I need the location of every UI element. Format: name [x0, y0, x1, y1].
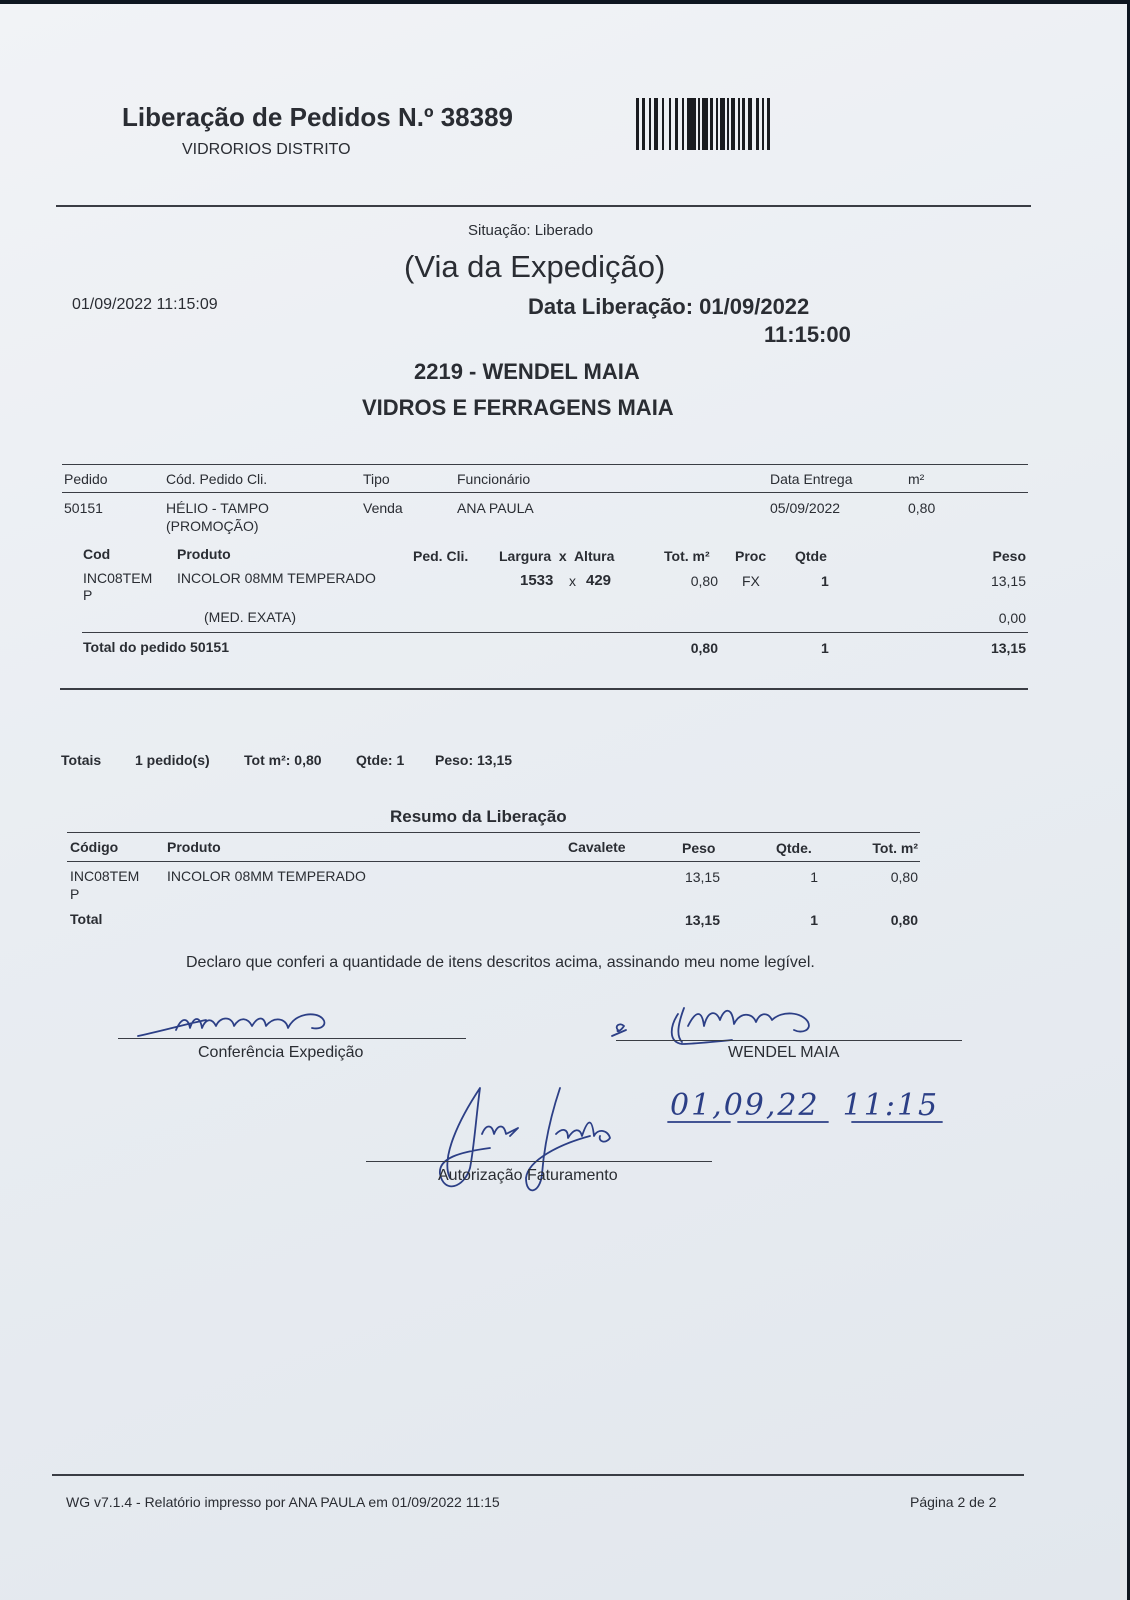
totals-qtde: Qtde: 1 [356, 752, 405, 768]
item-note-weight: 0,00 [998, 610, 1026, 626]
item-header-cod: Cod [83, 546, 111, 562]
item-width: 1533 [520, 572, 554, 589]
item-proc: FX [742, 573, 760, 589]
barcode [636, 98, 808, 150]
order-number: 50151 [64, 500, 103, 516]
header-data-entrega: Data Entrega [770, 471, 853, 487]
client-signature-line [616, 1040, 962, 1041]
summary-total-m2: 0,80 [890, 912, 918, 928]
summary-top-line [67, 832, 920, 833]
summary-header-cavalete: Cavalete [568, 839, 626, 855]
autorizacao-label: Autorização Faturamento [438, 1167, 618, 1184]
summary-total-weight: 13,15 [684, 912, 720, 928]
header-tipo: Tipo [363, 471, 390, 487]
totals-label: Totais [61, 752, 102, 768]
item-header-peso: Peso [992, 548, 1026, 564]
summary-header-produto: Produto [167, 839, 221, 855]
summary-code-2: P [70, 886, 80, 902]
footer-printed-by: WG v7.1.4 - Relatório impresso por ANA PAULA em 01/09/2022 11:15 [66, 1494, 500, 1510]
table-header-line [62, 492, 1028, 493]
via-title: (Via da Expedição) [404, 249, 666, 284]
summary-header-codigo: Código [70, 839, 119, 855]
item-note: (MED. EXATA) [204, 609, 297, 625]
summary-header-line [67, 861, 920, 862]
summary-qtde: 1 [810, 869, 818, 885]
conferencia-label: Conferência Expedição [198, 1044, 364, 1061]
item-weight: 13,15 [990, 573, 1026, 589]
totals-orders: 1 pedido(s) [135, 752, 210, 768]
release-date: Data Liberação: 01/09/2022 [528, 294, 810, 319]
item-qtde: 1 [821, 573, 829, 589]
totals-m2: Tot m²: 0,80 [244, 752, 322, 768]
item-x-separator: x [569, 573, 576, 589]
summary-product: INCOLOR 08MM TEMPERADO [167, 868, 366, 884]
item-height: 429 [586, 572, 612, 589]
declaration-text: Declaro que conferi a quantidade de itens descritos acima, assinando meu nome legível. [186, 954, 815, 971]
table-bottom-line [60, 688, 1028, 690]
release-time: 11:15:00 [764, 322, 851, 347]
order-employee: ANA PAULA [457, 500, 534, 516]
totals-weight: Peso: 13,15 [435, 752, 513, 768]
divider-header [56, 205, 1031, 207]
summary-title: Resumo da Liberação [390, 807, 567, 826]
order-total-qtde: 1 [821, 640, 829, 656]
document-page [0, 4, 1127, 1600]
client-signature-label: WENDEL MAIA [728, 1044, 840, 1061]
order-total-m2: 0,80 [690, 640, 718, 656]
item-header-qtde: Qtde [795, 548, 827, 564]
item-header-largura-altura: Largura x Altura [499, 548, 615, 564]
order-m2: 0,80 [908, 500, 936, 516]
item-header-tot-m2: Tot. m² [664, 548, 710, 564]
order-total-label: Total do pedido 50151 [83, 639, 229, 655]
item-header-produto: Produto [177, 546, 231, 562]
conferencia-signature [136, 1006, 356, 1046]
handwritten-date: 01,09,22 11:15 [670, 1088, 940, 1123]
order-type: Venda [363, 500, 403, 516]
item-code: INC08TEM [83, 570, 153, 586]
header-cod-pedido-cli: Cód. Pedido Cli. [166, 471, 268, 487]
item-product: INCOLOR 08MM TEMPERADO [177, 570, 376, 586]
company-name: VIDRORIOS DISTRITO [182, 141, 351, 158]
order-total-line [82, 632, 1028, 633]
client-code-name: 2219 - WENDEL MAIA [414, 359, 640, 384]
summary-header-peso: Peso [682, 840, 716, 856]
header-m2: m² [908, 471, 925, 487]
summary-total-label: Total [70, 911, 103, 927]
header-pedido: Pedido [64, 471, 108, 487]
table-top-line [62, 464, 1028, 465]
client-company: VIDROS E FERRAGENS MAIA [362, 395, 674, 420]
conferencia-signature-line [118, 1038, 466, 1039]
summary-total-qtde: 1 [810, 912, 818, 928]
item-code-2: P [83, 587, 93, 603]
item-tot-m2: 0,80 [690, 573, 718, 589]
client-order-code: HÉLIO - TAMPO [166, 500, 269, 516]
summary-header-tot-m2: Tot. m² [872, 840, 918, 856]
client-order-code-2: (PROMOÇÃO) [166, 518, 259, 534]
item-header-proc: Proc [735, 548, 767, 564]
footer-line [52, 1474, 1024, 1476]
summary-header-qtde: Qtde. [776, 840, 812, 856]
print-datetime: 01/09/2022 11:15:09 [72, 296, 218, 313]
delivery-date: 05/09/2022 [770, 500, 841, 516]
page-number: Página 2 de 2 [910, 1494, 997, 1510]
summary-tot-m2: 0,80 [890, 869, 918, 885]
status-text: Situação: Liberado [468, 222, 594, 239]
autorizacao-signature-line [366, 1161, 712, 1162]
order-total-weight: 13,15 [990, 640, 1026, 656]
item-header-ped-cli: Ped. Cli. [413, 548, 469, 564]
handwritten-date-underline [668, 1118, 948, 1128]
document-title: Liberação de Pedidos N.º 38389 [122, 102, 513, 132]
header-funcionario: Funcionário [457, 471, 531, 487]
summary-code: INC08TEM [70, 868, 140, 884]
summary-weight: 13,15 [684, 869, 720, 885]
